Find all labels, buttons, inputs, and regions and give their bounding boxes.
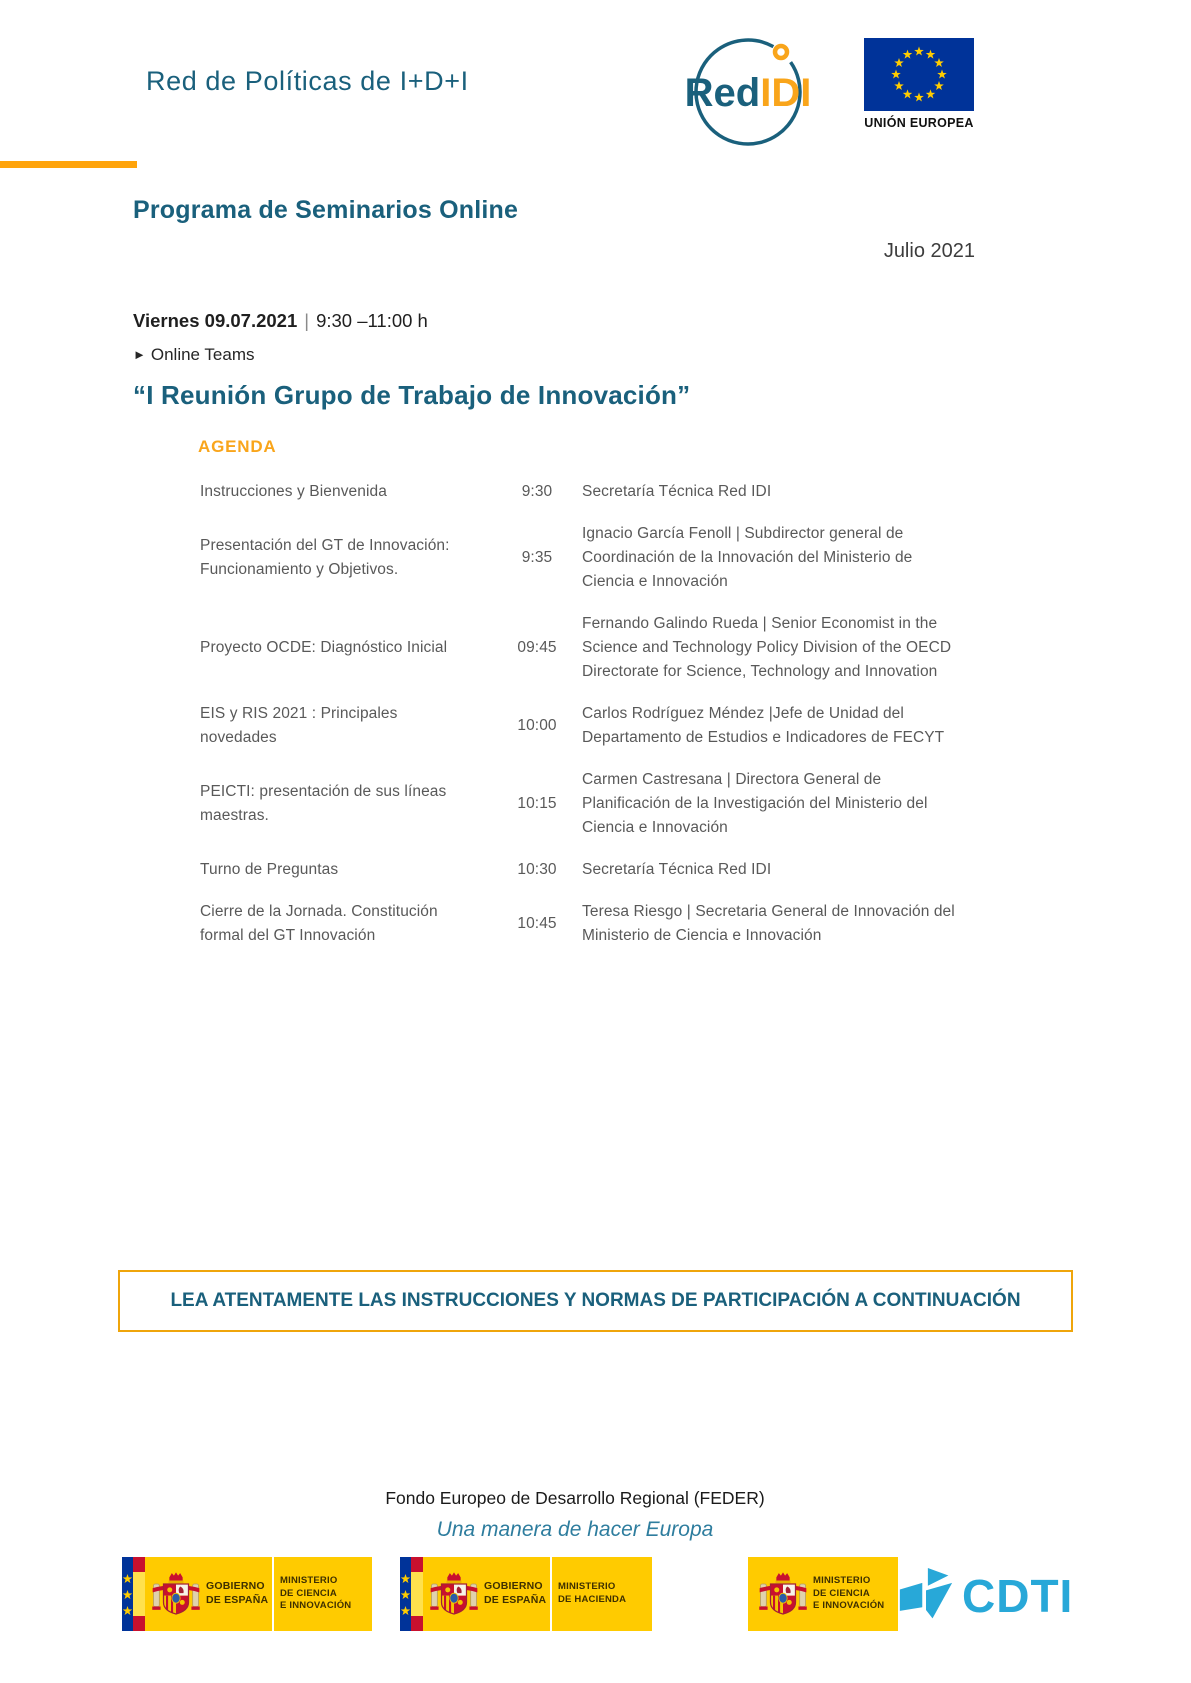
page-title: Programa de Seminarios Online xyxy=(133,196,519,224)
spain-coat-of-arms-icon xyxy=(151,1566,201,1622)
issue-date: Julio 2021 xyxy=(883,240,975,262)
redidi-circle-icon xyxy=(650,26,846,152)
activity-cell: Proyecto OCDE: Diagnóstico Inicial xyxy=(200,639,448,656)
agenda-row xyxy=(200,702,1042,750)
cdti-wordmark: CDTI xyxy=(962,1570,1074,1622)
seminar-heading: “I Reunión Grupo de Trabajo de Innovación” xyxy=(133,380,691,410)
separator: | xyxy=(304,310,310,331)
gov-logo-hacienda: GOBIERNO DE ESPAÑA MINISTERIO DE HACIENDA xyxy=(400,1557,652,1631)
agenda-row xyxy=(200,900,1042,948)
spain-coat-of-arms-icon xyxy=(429,1566,479,1622)
activity-cell: EIS y RIS 2021 : Principales novedades xyxy=(200,705,398,746)
platform-line xyxy=(133,345,255,365)
svg-text:RedIDI xyxy=(685,71,812,115)
notice-text: LEA ATENTAMENTE LAS INSTRUCCIONES Y NORMAS DE PARTICIPACIÓN A CONTINUACIÓN xyxy=(170,1290,1021,1311)
speaker-cell: Ignacio García Fenoll | Subdirector general de Coordinación de la Innovación del Ministerio de Ciencia e Innovación xyxy=(582,525,913,590)
footer-logos xyxy=(0,1557,1191,1647)
feder-line: Fondo Europeo de Desarrollo Regional (FEDER) xyxy=(385,1488,765,1508)
logo-red-text: Red xyxy=(684,71,761,115)
time-cell: 9:35 xyxy=(521,549,553,566)
time-cell: 10:45 xyxy=(517,915,557,932)
agenda-row xyxy=(200,480,1042,504)
agenda-label: AGENDA xyxy=(198,437,277,456)
gov-logo-ciencia: GOBIERNO DE ESPAÑA MINISTERIO DE CIENCIA E INNOVACIÓN xyxy=(122,1557,372,1631)
redidi-logo xyxy=(650,26,846,152)
activity-cell: Cierre de la Jornada. Constitución formal del GT Innovación xyxy=(200,903,438,944)
time-cell: 09:45 xyxy=(517,639,557,656)
time-cell: 10:15 xyxy=(517,795,557,812)
speaker-cell: Secretaría Técnica Red IDI xyxy=(582,861,772,878)
platform-label: Online Teams xyxy=(150,345,255,364)
speaker-cell: Carlos Rodríguez Méndez |Jefe de Unidad del Departamento de Estudios e Indicadores de FECYT xyxy=(582,705,945,746)
agenda-row xyxy=(200,858,1042,882)
speaker-cell: Fernando Galindo Rueda | Senior Economist in the Science and Technology Policy Division of the OECD Directorate for Science, Technology and Innovation xyxy=(582,615,952,680)
agenda-row xyxy=(200,612,1042,684)
cdti-check-icon xyxy=(898,1567,954,1625)
speaker-cell: Secretaría Técnica Red IDI xyxy=(582,483,772,500)
time-cell: 9:30 xyxy=(521,483,553,500)
logo-idi-text: IDI xyxy=(760,71,812,115)
speaker-cell: Carmen Castresana | Directora General de Planificación de la Investigación del Ministerio del Ciencia e Innovación xyxy=(582,771,928,836)
spain-coat-of-arms-icon xyxy=(758,1566,808,1622)
activity-cell: Turno de Preguntas xyxy=(200,861,339,878)
eu-flag-label: UNIÓN EUROPEA xyxy=(864,116,974,130)
speaker-cell: Teresa Riesgo | Secretaria General de Innovación del Ministerio de Ciencia e Innovación xyxy=(582,903,955,944)
time-cell: 10:00 xyxy=(517,717,557,734)
europa-tagline: Una manera de hacer Europa xyxy=(436,1518,714,1541)
activity-cell: Presentación del GT de Innovación: Funcionamiento y Objetivos. xyxy=(200,537,450,578)
ministry-logo-ciencia: MINISTERIO DE CIENCIA E INNOVACIÓN xyxy=(748,1557,898,1631)
time-cell: 10:30 xyxy=(517,861,557,878)
brand-text: Red de Políticas de I+D+I xyxy=(146,66,469,96)
agenda-row xyxy=(200,768,1042,840)
session-time: 9:30 –11:00 h xyxy=(316,310,428,331)
session-line xyxy=(133,310,428,332)
cdti-logo xyxy=(898,1567,1073,1625)
activity-cell: Instrucciones y Bienvenida xyxy=(200,483,387,500)
eu-stars-icon xyxy=(864,38,974,111)
eu-flag xyxy=(864,38,974,130)
spain-eu-flagstrip-icon xyxy=(400,1557,423,1631)
agenda-table xyxy=(200,480,1042,948)
session-date: Viernes 09.07.2021 xyxy=(133,310,298,331)
agenda-row xyxy=(200,522,1042,594)
spain-eu-flagstrip-icon xyxy=(122,1557,145,1631)
play-icon: ► xyxy=(133,347,146,362)
notice-box xyxy=(118,1270,1073,1332)
activity-cell: PEICTI: presentación de sus líneas maestras. xyxy=(200,783,447,824)
accent-bar xyxy=(0,161,137,168)
